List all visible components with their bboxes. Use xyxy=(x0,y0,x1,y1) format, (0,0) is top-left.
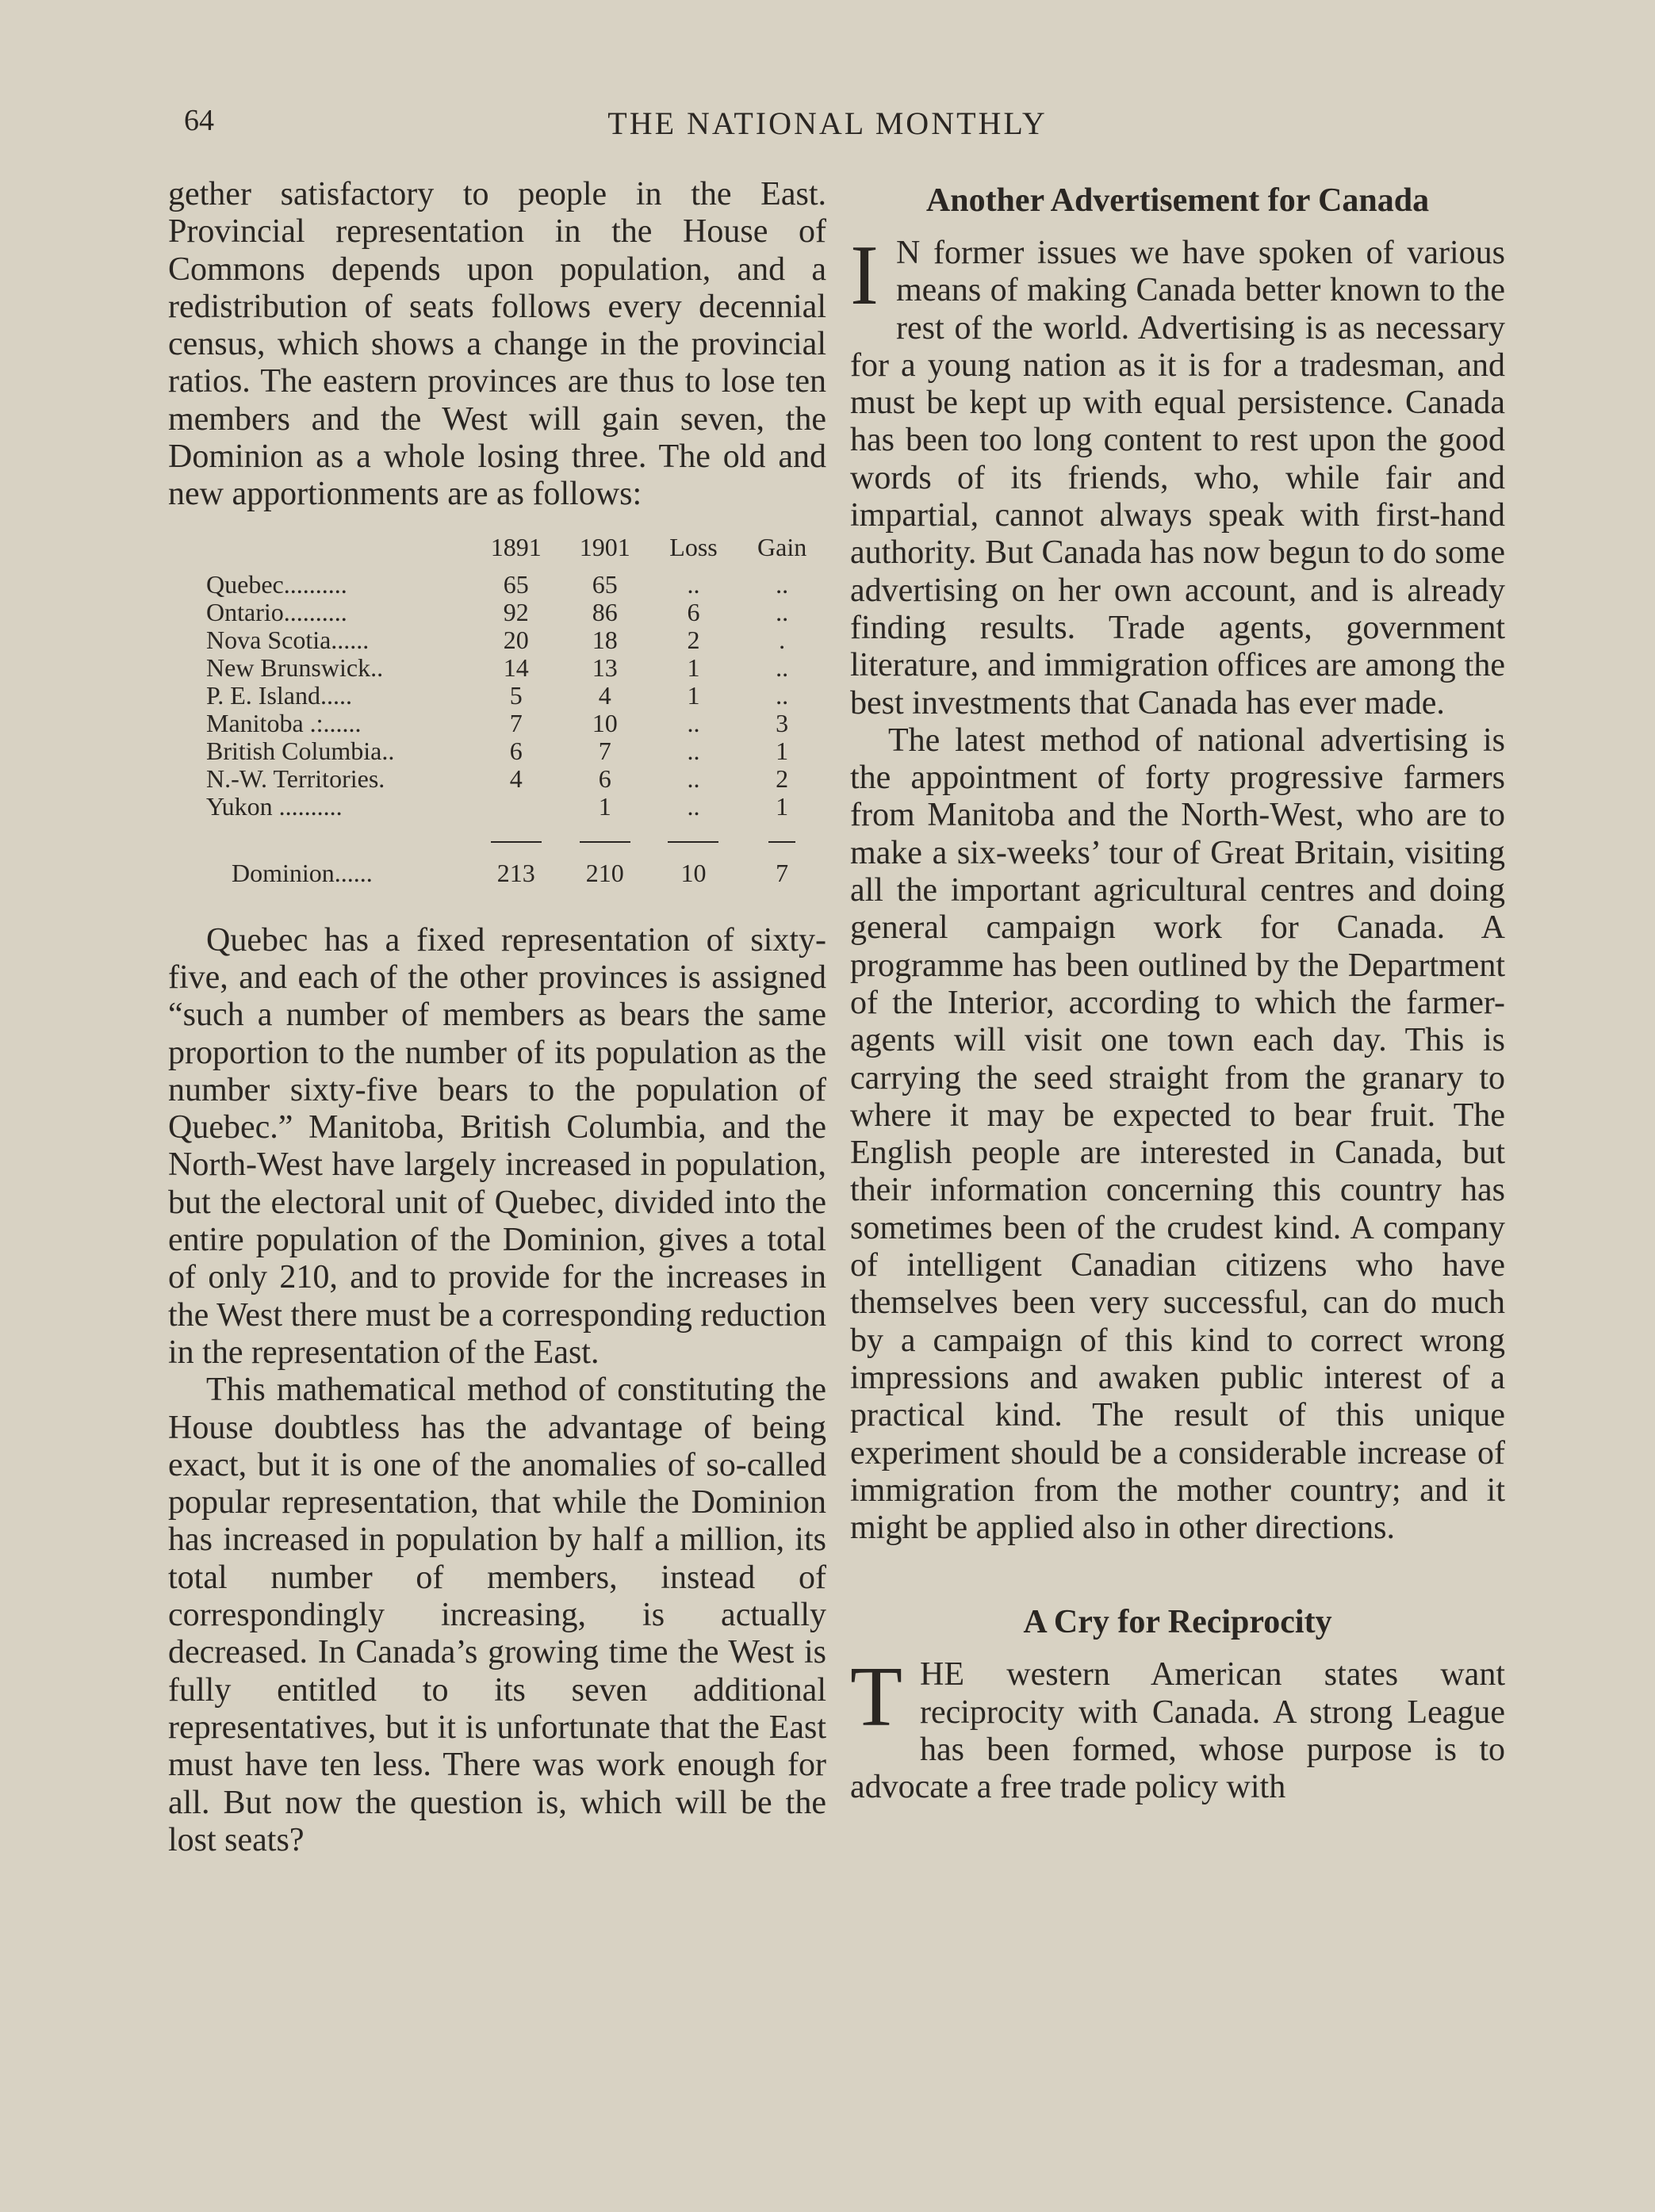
table-row xyxy=(168,599,826,626)
body-paragraph-with-dropcap xyxy=(850,1650,1505,1806)
section-heading: A Cry for Reciprocity xyxy=(1023,1604,1332,1641)
table-header-blank xyxy=(168,533,472,571)
column-header-1891: 1891 xyxy=(490,532,542,561)
right-column xyxy=(850,176,1505,1807)
seats-1891: 65 xyxy=(503,569,529,599)
seats-gain: .. xyxy=(776,653,789,682)
rule-loss xyxy=(649,821,738,848)
seats-gain: 3 xyxy=(776,708,789,737)
seats-1891: 20 xyxy=(503,625,529,654)
total-gain: 7 xyxy=(776,858,789,887)
page-number: 64 xyxy=(184,104,214,137)
table-row xyxy=(168,654,826,682)
table-row xyxy=(168,793,826,821)
seats-1901: 1 xyxy=(598,791,611,821)
seats-loss: 1 xyxy=(687,680,700,710)
seats-1901: 13 xyxy=(592,653,618,682)
seats-gain: 2 xyxy=(776,763,789,793)
table-row xyxy=(168,571,826,599)
rule-line xyxy=(768,841,795,843)
seats-1891: 4 xyxy=(509,763,523,793)
seats-loss: .. xyxy=(687,569,700,599)
province-name: Manitoba .:...... xyxy=(206,708,362,737)
seats-1901: 7 xyxy=(598,736,611,765)
seats-1901: 65 xyxy=(592,569,618,599)
seats-gain: .. xyxy=(776,680,789,710)
total-rule-row xyxy=(168,821,826,848)
seats-1901: 86 xyxy=(592,597,618,626)
rule-gain xyxy=(737,821,826,848)
drop-cap: I xyxy=(850,228,879,323)
seats-loss: 6 xyxy=(687,597,700,626)
total-1901: 210 xyxy=(585,858,624,887)
seats-loss: 1 xyxy=(687,653,700,682)
total-loss: 10 xyxy=(680,858,707,887)
paragraph-text: N former issues we have spoken of various means of making Canada better known to the rest of the world. Advertising is as necessary for a young nation as it is for a tradesman, and must be kept up with equal persistence. Canada has been too long content to rest upon the good words of its friends, who, while fair and impartial, cannot always speak with first-hand authority. But Canada has now begun to do some advertising on her own account, and is already finding results. Trade agents, government literature, and immigration offices are among the best investments that Canada has ever made. xyxy=(850,235,1505,721)
paragraph-text: HE western American states want reciprocity with Canada. A strong League has been formed, whose purpose is to advocate a free trade policy with xyxy=(850,1656,1505,1806)
seats-loss: .. xyxy=(687,791,700,821)
table-header-row xyxy=(168,533,826,571)
province-name: Nova Scotia...... xyxy=(206,625,370,654)
seats-loss: 2 xyxy=(687,625,700,654)
body-paragraph: Quebec has a fixed representation of sixty-five, and each of the other provinces is assigned “such a number of members as bears the same proportion to the number of its population as the number sixty-five bears to the population of Quebec.” Manitoba, British Columbia, and the North-West have largely increased in population, but the electoral unit of Quebec, divided into the entire population of the Dominion, gives a total of only 210, and to provide for the increases in the West there must be a corresponding reduction in the representation of the East. xyxy=(168,921,826,1371)
rule-line xyxy=(491,841,542,843)
table-row xyxy=(168,737,826,765)
left-column xyxy=(168,176,826,1859)
body-paragraph-with-dropcap xyxy=(850,228,1505,722)
province-name: British Columbia.. xyxy=(206,736,395,765)
table-row xyxy=(168,626,826,654)
seats-1901: 6 xyxy=(598,763,611,793)
seats-1891: 5 xyxy=(509,680,523,710)
seats-1891: 7 xyxy=(509,708,523,737)
seats-gain: .. xyxy=(776,569,789,599)
seats-1891: 6 xyxy=(509,736,523,765)
body-paragraph: gether satisfactory to people in the East. Provincial representation in the House of Commons depends upon population, and a redistribution of seats follows every decennial census, which shows a change in the provincial ratios. The eastern provinces are thus to lose ten members and the West will gain seven, the Dominion as a whole losing three. The old and new apportionments are as follows: xyxy=(168,176,826,513)
table-row xyxy=(168,765,826,793)
seats-gain: 1 xyxy=(776,791,789,821)
seats-1901: 4 xyxy=(598,680,611,710)
section-spacer xyxy=(850,1547,1505,1598)
seats-gain: .. xyxy=(776,597,789,626)
rule-1901 xyxy=(561,821,649,848)
rule-blank xyxy=(168,821,472,848)
seats-1891: 92 xyxy=(503,597,529,626)
seats-1891 xyxy=(472,793,561,821)
seats-loss: .. xyxy=(687,763,700,793)
province-name: N.-W. Territories. xyxy=(206,763,385,793)
province-name: New Brunswick.. xyxy=(206,653,384,682)
seats-gain: . xyxy=(779,625,786,654)
total-label: Dominion...... xyxy=(232,858,373,887)
seats-1901: 18 xyxy=(592,625,618,654)
seats-loss: .. xyxy=(687,736,700,765)
seats-gain: 1 xyxy=(776,736,789,765)
rule-1891 xyxy=(472,821,561,848)
body-paragraph: The latest method of national advertising is the appointment of forty progressive farmers from Manitoba and the North-West, who are to make a six-weeks’ tour of Great Britain, visiting all the important agricultural centres and doing general campaign work for Canada. A programme has been outlined by the Department of the Interior, according to which the farmer-agents will visit one town each day. This is carrying the seed straight from the granary to where it may be expected to bear fruit. The English people are interested in Canada, but their information concerning this country has sometimes been of the crudest kind. A company of intelligent Canadian citizens who have themselves been very successful, can do much by a campaign of this kind to correct wrong impressions and awaken public interest of a practical kind. The result of this unique experiment should be a considerable increase of immigration from the mother country; and it might be applied also in other directions. xyxy=(850,721,1505,1547)
drop-cap: T xyxy=(850,1650,902,1745)
province-name: Yukon .......... xyxy=(206,791,343,821)
total-1891: 213 xyxy=(496,858,535,887)
seats-loss: .. xyxy=(687,708,700,737)
seats-1891: 14 xyxy=(503,653,529,682)
table-row xyxy=(168,682,826,710)
table-row xyxy=(168,710,826,737)
column-header-loss: Loss xyxy=(669,532,718,561)
body-paragraph: This mathematical method of constituting the House doubtless has the advantage of being exact, but it is one of the anomalies of so-called popular representation, that while the Dominion has increased in population by half a million, its total number of members, instead of correspondingly increasing, is actually decreased. In Canada’s growing time the West is fully entitled to its seven additional representatives, but it is unfortunate that the East must have ten less. There was work enough for all. But now the question is, which will be the lost seats? xyxy=(168,1372,826,1858)
running-title: THE NATIONAL MONTHLY xyxy=(607,105,1048,141)
province-name: P. E. Island..... xyxy=(206,680,352,710)
section-heading: Another Advertisement for Canada xyxy=(925,182,1430,219)
rule-line xyxy=(668,841,718,843)
province-name: Ontario.......... xyxy=(206,597,347,626)
column-header-gain: Gain xyxy=(757,532,807,561)
seats-1901: 10 xyxy=(592,708,618,737)
column-header-1901: 1901 xyxy=(579,532,630,561)
apportionment-table xyxy=(168,533,826,887)
table-total-row xyxy=(168,848,826,887)
rule-line xyxy=(580,841,630,843)
province-name: Quebec.......... xyxy=(206,569,347,599)
